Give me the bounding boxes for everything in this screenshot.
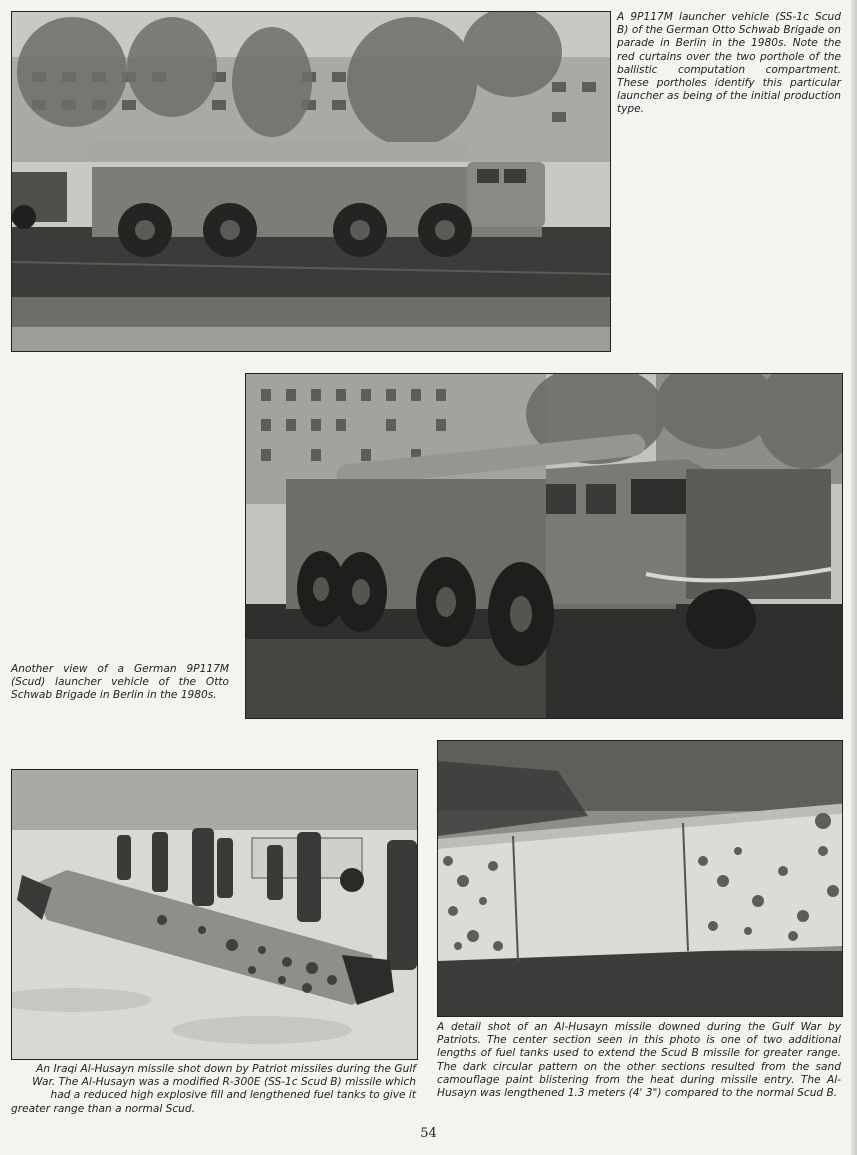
photo-launcher-side-view xyxy=(11,11,611,352)
photo-downed-missile-desert xyxy=(11,769,418,1060)
caption-photo-downed-missile-desert: An Iraqi Al-Husayn missile shot down by Patriot missiles during the Gulf War. The Al-Husayn was a modified R-300E (SS-1c Scud B) missile which had a reduced high explosive fill and lengthened fuel tanks to give it greater range than a normal Scud. xyxy=(11,1063,416,1115)
photo-missile-section-detail xyxy=(437,740,843,1017)
caption-photo-launcher-side-view: A 9P117M launcher vehicle (SS-1c Scud B) of the German Otto Schwab Brigade on parade in Berlin in the 1980s. Note the red curtains over the two porthole of the ballistic computation compartment. These portholes identify this particular launcher as being of the initial production type. xyxy=(617,11,841,116)
caption-photo-missile-section-detail: A detail shot of an Al-Husayn missile downed during the Gulf War by Patriots. The center section seen in this photo is one of two additional lengths of fuel tanks used to extend the Scud B missile for greater range. The dark circular pattern on the other sections resulted from the sand camouflage paint blistering from the heat during missile entry. The Al-Husayn was lengthened 1.3 meters (4' 3") compared to the normal Scud B. xyxy=(437,1021,841,1100)
page-edge xyxy=(851,0,857,1155)
page-number: 54 xyxy=(420,1126,437,1141)
caption-photo-launcher-front-view: Another view of a German 9P117M (Scud) launcher vehicle of the Otto Schwab Brigade in Berlin in the 1980s. xyxy=(11,663,229,702)
photo-launcher-front-view xyxy=(245,373,843,719)
